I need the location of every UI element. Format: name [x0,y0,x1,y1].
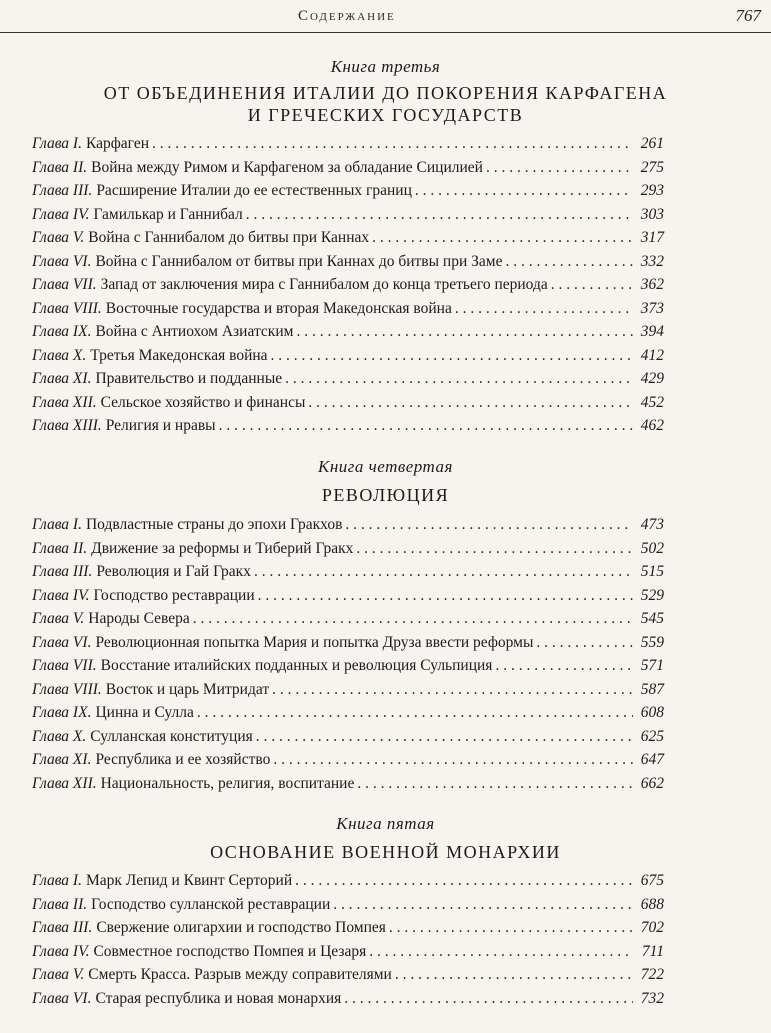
page-ref: 529 [640,586,664,604]
dot-leader [152,135,633,153]
dot-leader [495,657,633,675]
chapter-title: Третья Македонская война [90,346,268,364]
chapter-title: Религия и нравы [105,417,216,434]
toc-entry [32,370,664,394]
toc-entry [32,587,664,611]
toc-entry [32,634,664,658]
chapter-number: Глава IV. [32,205,90,223]
chapter-title: Революция и Гай Гракх [96,563,251,580]
toc-entry [32,540,664,564]
dot-leader [254,563,633,581]
chapter-number: Глава VII. [32,657,97,674]
page-ref: 559 [640,633,664,651]
toc-entry [32,253,664,277]
dot-leader [369,943,633,961]
chapter-number: Глава I. [32,135,82,152]
chapter-title: Гамилькар и Ганнибал [93,205,243,223]
page-ref: 675 [640,872,664,889]
dot-leader [271,347,633,365]
page-ref: 462 [640,417,664,434]
page-ref: 317 [640,229,664,246]
chapter-number: Глава X. [32,346,87,364]
chapter-title: Подвластные страны до эпохи Гракхов [85,516,343,533]
toc-entry [32,347,664,371]
chapter-number: Глава V. [32,966,85,983]
dot-leader [219,417,633,435]
chapter-title: Господство сулланской реставрации [91,895,331,913]
page-ref: 452 [640,393,664,411]
book-3-entries [32,135,664,441]
chapter-number: Глава II. [32,158,88,176]
chapter-title: Запад от заключения мира с Ганнибалом до конца третьего периода [100,276,548,293]
toc-entry [32,943,664,967]
page-ref: 515 [640,563,664,580]
dot-leader [455,300,633,318]
toc-entry [32,300,664,324]
dot-leader [536,634,633,652]
chapter-number: Глава III. [32,182,93,199]
chapter-title: Свержение олигархии и господство Помпея [96,919,386,936]
toc-entry [32,728,664,752]
dot-leader [273,751,633,769]
chapter-title: Совместное господство Помпея и Цезаря [93,942,367,960]
chapter-title: Восточные государства и вторая Македонская война [105,299,452,317]
dot-leader [197,704,633,722]
dot-leader [395,966,633,984]
page-ref: 303 [640,205,664,223]
page-ref: 362 [640,276,664,293]
page-ref: 571 [640,657,664,674]
chapter-title: Марк Лепид и Квинт Серторий [85,872,293,889]
page-ref: 429 [640,370,664,387]
page-ref: 293 [640,182,664,199]
chapter-number: Глава VI. [32,989,92,1007]
toc-entry [32,657,664,681]
chapter-title: Война с Ганнибалом от битвы при Каннах до битвы при Заме [95,252,503,270]
chapter-title: Расширение Италии до ее естественных границ [96,182,412,199]
chapter-title: Война с Антиохом Азиатским [95,323,294,340]
dot-leader [333,896,633,914]
toc-entry [32,681,664,705]
toc-entry [32,394,664,418]
toc-entry [32,751,664,775]
chapter-number: Глава IV. [32,586,90,604]
running-title: Содержание [298,8,396,24]
dot-leader [246,206,633,224]
dot-leader [308,394,633,412]
chapter-number: Глава XI. [32,751,92,768]
page-ref: 608 [640,704,664,721]
toc-entry [32,990,664,1014]
toc-entry [32,516,664,540]
toc-entry [32,206,664,230]
dot-leader [296,323,633,341]
page-ref: 722 [640,966,664,983]
dot-leader [505,253,633,271]
chapter-title: Сельское хозяйство и финансы [100,393,306,411]
page-ref: 373 [640,299,664,317]
page-ref: 625 [640,727,664,745]
book-title-line-1: РЕВОЛЮЦИЯ [321,485,450,505]
chapter-title: Господство реставрации [93,586,255,604]
chapter-title: Республика и ее хозяйство [95,751,271,768]
page-ref: 662 [640,774,664,792]
chapter-number: Глава VIII. [32,680,102,698]
toc-entry [32,704,664,728]
page-ref: 332 [640,252,664,270]
chapter-number: Глава III. [32,563,93,580]
book-4-entries [32,516,664,798]
chapter-number: Глава IX. [32,704,92,721]
toc-entry [32,229,664,253]
toc-entry [32,563,664,587]
toc-entry [32,919,664,943]
chapter-number: Глава VI. [32,252,92,270]
dot-leader [193,610,633,628]
chapter-number: Глава I. [32,872,82,889]
chapter-number: Глава VII. [32,276,97,293]
book-title-line-1: ОСНОВАНИЕ ВОЕННОЙ МОНАРХИИ [210,842,561,862]
chapter-number: Глава XII. [32,393,97,411]
book-title-line-1: ОТ ОБЪЕДИНЕНИЯ ИТАЛИИ ДО ПОКОРЕНИЯ КАРФАГЕНА [103,83,668,103]
dot-leader [272,681,633,699]
toc-entry [32,775,664,799]
toc-entry [32,323,664,347]
book-label: Книга четвертая [318,457,453,476]
dot-leader [356,540,633,558]
book-label: Книга третья [330,57,441,76]
chapter-number: Глава X. [32,727,87,745]
chapter-number: Глава XIII. [32,417,102,434]
dot-leader [389,919,633,937]
chapter-number: Глава V. [32,229,85,246]
page-ref: 702 [640,919,664,936]
chapter-title: Сулланская конституция [90,727,253,745]
dot-leader [344,990,633,1008]
chapter-number: Глава V. [32,610,85,627]
toc-entry [32,135,664,159]
toc-entry [32,276,664,300]
chapter-title: Старая республика и новая монархия [95,989,342,1007]
chapter-number: Глава XI. [32,370,92,387]
page-ref: 473 [640,516,664,533]
chapter-number: Глава I. [32,516,82,533]
dot-leader [415,182,633,200]
chapter-number: Глава II. [32,895,88,913]
chapter-title: Национальность, религия, воспитание [100,774,355,792]
toc-entry [32,966,664,990]
running-head [0,0,771,34]
chapter-title: Революционная попытка Мария и попытка Друза ввести реформы [95,633,534,651]
chapter-number: Глава VI. [32,633,92,651]
page-ref: 711 [641,942,664,960]
toc-entry [32,182,664,206]
page-ref: 412 [640,346,664,364]
page-number: 767 [735,6,761,25]
chapter-number: Глава III. [32,919,93,936]
page-ref: 545 [640,610,664,627]
book-label: Книга пятая [336,814,435,833]
page-ref: 502 [640,539,664,557]
chapter-title: Движение за реформы и Тиберий Гракх [91,539,354,557]
chapter-title: Война между Римом и Карфагеном за обладание Сицилией [91,158,483,176]
page-ref: 261 [640,135,664,152]
dot-leader [357,775,633,793]
book-5-entries [32,872,664,1013]
toc-entry [32,610,664,634]
chapter-title: Карфаген [85,135,149,152]
header-rule [0,32,771,33]
dot-leader [486,159,633,177]
chapter-title: Правительство и подданные [95,370,283,387]
chapter-title: Война с Ганнибалом до битвы при Каннах [88,229,370,246]
toc-entry [32,896,664,920]
toc-entry [32,159,664,183]
dot-leader [345,516,633,534]
book-title-line-2: И ГРЕЧЕСКИХ ГОСУДАРСТВ [247,105,524,125]
chapter-number: Глава XII. [32,774,97,792]
chapter-title: Смерть Красса. Разрыв между соправителями [88,966,392,983]
page-ref: 587 [640,680,664,698]
dot-leader [295,872,633,890]
page-ref: 647 [640,751,664,768]
chapter-title: Народы Севера [88,610,190,627]
page-ref: 275 [640,158,664,176]
chapter-title: Восток и царь Митридат [105,680,270,698]
chapter-title: Цинна и Сулла [95,704,194,721]
chapter-number: Глава VIII. [32,299,102,317]
toc-entry [32,872,664,896]
dot-leader [285,370,633,388]
dot-leader [258,587,633,605]
chapter-number: Глава II. [32,539,88,557]
page-ref: 688 [640,895,664,913]
chapter-number: Глава IX. [32,323,92,340]
dot-leader [551,276,633,294]
toc-entry [32,417,664,441]
chapter-number: Глава IV. [32,942,90,960]
page-ref: 732 [640,989,664,1007]
dot-leader [372,229,633,247]
chapter-title: Восстание италийских подданных и революция Сульпиция [100,657,493,674]
page-ref: 394 [640,323,664,340]
dot-leader [256,728,633,746]
